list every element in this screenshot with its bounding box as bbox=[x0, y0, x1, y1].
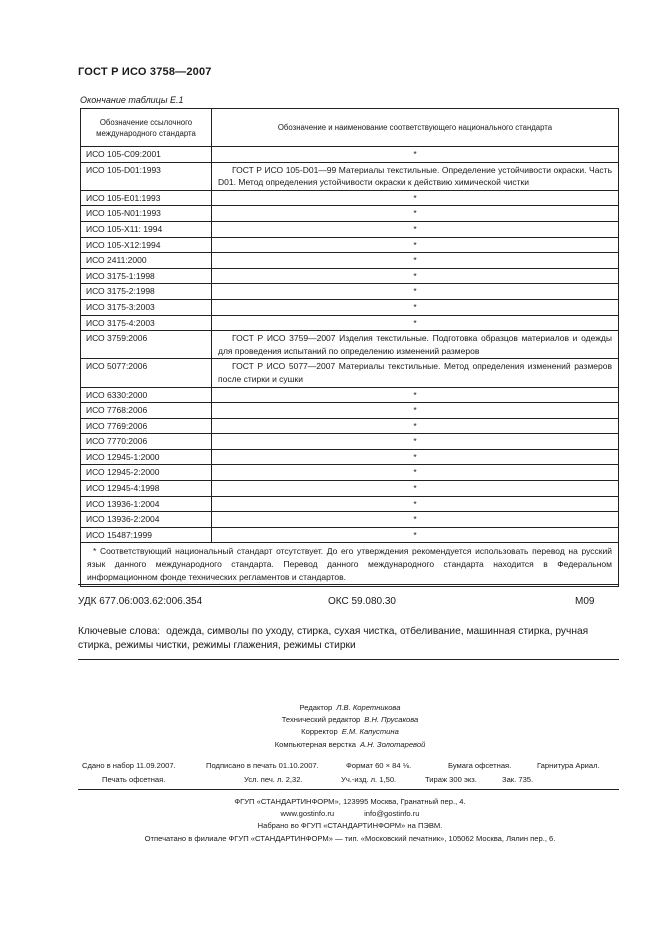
references-table bbox=[80, 108, 619, 587]
international-standard-cell: ИСО 7770:2006 bbox=[81, 434, 212, 450]
table-row bbox=[81, 147, 619, 163]
table-caption: Окончание таблицы Е.1 bbox=[80, 95, 184, 105]
national-standard-cell: ГОСТ Р ИСО 3759—2007 Изделия текстильные. Подготовка образцов материалов и одежды для проведения испытаний по определению изменений размеров bbox=[212, 331, 619, 359]
category-code: М09 bbox=[575, 596, 595, 607]
table-row bbox=[81, 481, 619, 497]
table-row bbox=[81, 418, 619, 434]
publishing-field: Бумага офсетная. bbox=[448, 761, 512, 770]
credit-role: Корректор bbox=[301, 727, 338, 737]
table-row bbox=[81, 206, 619, 222]
table-row bbox=[81, 237, 619, 253]
national-standard-cell: * bbox=[212, 237, 619, 253]
credit-role: Технический редактор bbox=[281, 715, 361, 725]
table-row bbox=[81, 253, 619, 269]
udk-code: УДК 677.06:003.62:006.354 bbox=[78, 596, 203, 607]
national-standard-cell: * bbox=[212, 190, 619, 206]
credit-line bbox=[160, 739, 540, 751]
national-standard-cell: * bbox=[212, 403, 619, 419]
international-standard-cell: ИСО 3175-1:1998 bbox=[81, 268, 212, 284]
document-title: ГОСТ Р ИСО 3758—2007 bbox=[78, 66, 212, 78]
credit-name: Л.В. Коретникова bbox=[336, 703, 401, 712]
national-standard-cell: * bbox=[212, 284, 619, 300]
publishing-field: Формат 60 × 84 ⅛. bbox=[346, 761, 412, 770]
international-standard-cell: ИСО 13936-2:2004 bbox=[81, 512, 212, 528]
national-standard-cell: * bbox=[212, 434, 619, 450]
credit-line bbox=[160, 702, 540, 714]
oks-code: ОКС 59.080.30 bbox=[328, 596, 396, 607]
national-standard-cell: * bbox=[212, 496, 619, 512]
publishing-line-1 bbox=[78, 759, 619, 773]
printer-info bbox=[96, 796, 604, 845]
table-row bbox=[81, 434, 619, 450]
international-standard-cell: ИСО 12945-2:2000 bbox=[81, 465, 212, 481]
table-row bbox=[81, 190, 619, 206]
national-standard-cell: ГОСТ Р ИСО 5077—2007 Материалы текстильные. Метод определения изменений размеров после стирки и сушки bbox=[212, 359, 619, 387]
national-standard-cell: * bbox=[212, 512, 619, 528]
publisher-email: info@gostinfo.ru bbox=[364, 809, 420, 819]
national-standard-cell: * bbox=[212, 206, 619, 222]
credit-name: В.Н. Прусакова bbox=[364, 715, 419, 725]
international-standard-cell: ИСО 3175-2:1998 bbox=[81, 284, 212, 300]
international-standard-cell: ИСО 3175-4:2003 bbox=[81, 315, 212, 331]
table-row bbox=[81, 315, 619, 331]
national-standard-cell: * bbox=[212, 418, 619, 434]
national-standard-cell: * bbox=[212, 253, 619, 269]
table-row bbox=[81, 496, 619, 512]
table-row bbox=[81, 403, 619, 419]
column-header-national: Обозначение и наименование соответствующего национального стандарта bbox=[212, 109, 619, 147]
divider-printer bbox=[78, 789, 619, 790]
column-header-international: Обозначение ссылочного международного стандарта bbox=[81, 109, 212, 147]
table-row bbox=[81, 512, 619, 528]
keywords-text: одежда, символы по уходу, стирка, сухая чистка, отбеливание, машинная стирка, ручная стирка, режимы чистки, режимы глажения, режимы стирки bbox=[78, 626, 589, 651]
publishing-field: Гарнитура Ариал. bbox=[537, 761, 600, 770]
typeset-note: Набрано во ФГУП «СТАНДАРТИНФОРМ» на ПЭВМ. bbox=[257, 821, 443, 831]
international-standard-cell: ИСО 105-D01:1993 bbox=[81, 162, 212, 190]
international-standard-cell: ИСО 5077:2006 bbox=[81, 359, 212, 387]
table-row bbox=[81, 331, 619, 359]
international-standard-cell: ИСО 7769:2006 bbox=[81, 418, 212, 434]
international-standard-cell: ИСО 6330:2000 bbox=[81, 387, 212, 403]
table-row bbox=[81, 268, 619, 284]
national-standard-cell: * bbox=[212, 147, 619, 163]
credit-line bbox=[160, 714, 540, 726]
table-row bbox=[81, 284, 619, 300]
publishing-field: Уч.-изд. л. 1,50. bbox=[341, 775, 397, 784]
divider-top bbox=[78, 584, 619, 585]
publisher-website: www.gostinfo.ru bbox=[280, 809, 335, 819]
credits-block bbox=[160, 702, 540, 751]
keywords-block bbox=[78, 625, 619, 653]
national-standard-cell: * bbox=[212, 315, 619, 331]
international-standard-cell: ИСО 12945-1:2000 bbox=[81, 449, 212, 465]
table-row bbox=[81, 162, 619, 190]
table-row bbox=[81, 359, 619, 387]
national-standard-cell: * bbox=[212, 268, 619, 284]
national-standard-cell: * bbox=[212, 387, 619, 403]
national-standard-cell: * bbox=[212, 221, 619, 237]
publishing-field: Тираж 300 экз. bbox=[425, 775, 477, 784]
table-row bbox=[81, 221, 619, 237]
publishing-field: Печать офсетная. bbox=[102, 775, 166, 784]
table-footnote: * Соответствующий национальный стандарт отсутствует. До его утверждения рекомендуется использовать перевод на русский язык данного международного стандарта. Перевод данного международного стандарта находится в Федеральном информационном фонде технических регламентов и стандартов. bbox=[81, 543, 619, 587]
publishing-line-2 bbox=[78, 773, 619, 787]
credit-name: А.Н. Золотаревой bbox=[360, 739, 426, 749]
table-body bbox=[81, 147, 619, 587]
table-footnote-row bbox=[81, 543, 619, 587]
international-standard-cell: ИСО 105-Х11: 1994 bbox=[81, 221, 212, 237]
table-row bbox=[81, 449, 619, 465]
publishing-field: Сдано в набор 11.09.2007. bbox=[82, 761, 176, 770]
credit-name: Е.М. Капустина bbox=[341, 727, 399, 737]
international-standard-cell: ИСО 105-Е01:1993 bbox=[81, 190, 212, 206]
keywords-label: Ключевые слова: bbox=[78, 626, 161, 637]
credit-line bbox=[160, 726, 540, 738]
publishing-field: Усл. печ. л. 2,32. bbox=[244, 775, 303, 784]
international-standard-cell: ИСО 3175-3:2003 bbox=[81, 299, 212, 315]
publishing-info bbox=[78, 759, 619, 787]
credit-role: Компьютерная верстка bbox=[274, 739, 357, 749]
national-standard-cell: * bbox=[212, 465, 619, 481]
international-standard-cell: ИСО 105-N01:1993 bbox=[81, 206, 212, 222]
publisher-address: ФГУП «СТАНДАРТИНФОРМ», 123995 Москва, Гранатный пер., 4. bbox=[234, 797, 466, 806]
printed-note: Отпечатано в филиале ФГУП «СТАНДАРТИНФОРМ» — тип. «Московский печатник», 105062 Москва, Лялин пер., 6. bbox=[144, 833, 556, 843]
national-standard-cell: * bbox=[212, 527, 619, 543]
publisher-contacts bbox=[96, 808, 604, 820]
international-standard-cell: ИСО 105-С09:2001 bbox=[81, 147, 212, 163]
international-standard-cell: ИСО 7768:2006 bbox=[81, 403, 212, 419]
national-standard-cell: * bbox=[212, 481, 619, 497]
international-standard-cell: ИСО 3759:2006 bbox=[81, 331, 212, 359]
international-standard-cell: ИСО 2411:2000 bbox=[81, 253, 212, 269]
publishing-field: Подписано в печать 01.10.2007. bbox=[206, 761, 319, 770]
international-standard-cell: ИСО 13936-1:2004 bbox=[81, 496, 212, 512]
table-row bbox=[81, 465, 619, 481]
table-row bbox=[81, 387, 619, 403]
international-standard-cell: ИСО 12945-4:1998 bbox=[81, 481, 212, 497]
publishing-field: Зак. 735. bbox=[502, 775, 534, 784]
national-standard-cell: ГОСТ Р ИСО 105-D01—99 Материалы текстильные. Определение устойчивости окраски. Часть D01. Метод определения устойчивости окраски к действию химической чистки bbox=[212, 162, 619, 190]
credit-role: Редактор bbox=[299, 703, 333, 712]
international-standard-cell: ИСО 15487:1999 bbox=[81, 527, 212, 543]
national-standard-cell: * bbox=[212, 299, 619, 315]
table-row bbox=[81, 527, 619, 543]
table-row bbox=[81, 299, 619, 315]
international-standard-cell: ИСО 105-Х12:1994 bbox=[81, 237, 212, 253]
divider-bottom bbox=[78, 659, 619, 660]
national-standard-cell: * bbox=[212, 449, 619, 465]
